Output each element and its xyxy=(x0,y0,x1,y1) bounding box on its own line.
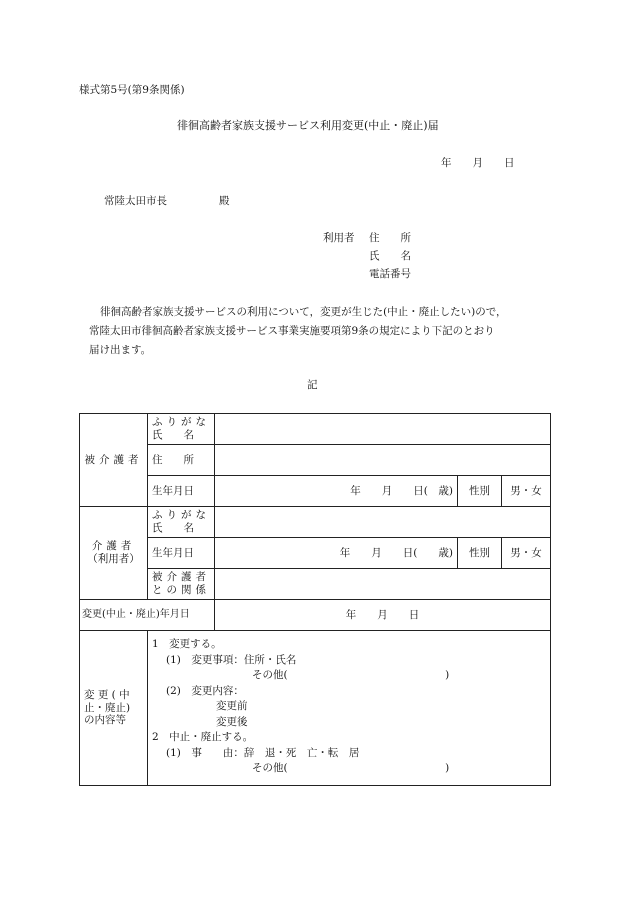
caregiver-name-label: ふりがな 氏 名 xyxy=(148,507,215,538)
document-title: 徘徊高齢者家族支援サービス利用変更(中止・廃止)届 xyxy=(177,119,439,132)
applicant-phone-label: 電話番号 xyxy=(369,268,411,280)
change-content-field[interactable] xyxy=(148,631,551,786)
change-items: (1) 変更事項：住所・氏名 xyxy=(166,653,297,666)
care-recipient-birth-label: 生年月日 xyxy=(148,476,215,507)
change-option-1: 1 変更する。 xyxy=(152,638,222,650)
applicant-label: 利用者 xyxy=(323,232,355,244)
care-recipient-name-field[interactable] xyxy=(215,414,551,445)
body-text-line-3: 届け出ます。 xyxy=(89,344,152,356)
change-option-2: 2 中止・廃止する。 xyxy=(152,731,254,743)
care-recipient-label: 被介護者 xyxy=(80,414,148,507)
form-number: 様式第5号(第9条関係) xyxy=(79,84,185,96)
care-recipient-birth-field[interactable]: 年 月 日( 歳) xyxy=(215,476,458,507)
caregiver-relation-label: 被介護者 との関係 xyxy=(148,569,215,600)
caregiver-sex-field[interactable]: 男・女 xyxy=(502,538,551,569)
notification-form-table xyxy=(79,413,551,786)
change-date-field[interactable]: 年 月 日 xyxy=(215,600,551,631)
care-recipient-address-label: 住 所 xyxy=(148,445,215,476)
addressee-honorific: 殿 xyxy=(219,195,230,207)
caregiver-birth-field[interactable]: 年 月 日( 歳) xyxy=(215,538,458,569)
change-items-other: その他( ) xyxy=(252,669,450,681)
ki-heading: 記 xyxy=(307,379,318,391)
body-text-line-1: 徘徊高齢者家族支援サービスの利用について，変更が生じた(中止・廃止したい)ので， xyxy=(100,306,507,318)
caregiver-birth-label: 生年月日 xyxy=(148,538,215,569)
caregiver-name-field[interactable] xyxy=(215,507,551,538)
change-before: 変更前 xyxy=(216,700,248,712)
stop-reason-other: その他( ) xyxy=(252,762,450,774)
caregiver-label: 介護者 （利用者） xyxy=(80,507,148,600)
care-recipient-address-field[interactable] xyxy=(215,445,551,476)
stop-reason: (1) 事 由：辞 退・死 亡・転 居 xyxy=(166,746,360,759)
body-text-line-2: 常陸太田市徘徊高齢者家族支援サービス事業実施要項第9条の規定により下記のとおり xyxy=(89,325,495,337)
change-details: (2) 変更内容： xyxy=(166,684,244,697)
submission-date: 年 月 日 xyxy=(441,157,515,169)
care-recipient-name-label: ふりがな 氏 名 xyxy=(148,414,215,445)
applicant-name-label: 氏 名 xyxy=(369,250,411,262)
change-after: 変更後 xyxy=(216,715,248,728)
care-recipient-sex-field[interactable]: 男・女 xyxy=(502,476,551,507)
change-content-label: 変 更 ( 中 止・廃止) の内容等 xyxy=(80,631,148,786)
change-date-label: 変更(中止・廃止)年月日 xyxy=(80,600,215,631)
applicant-address-label: 住 所 xyxy=(369,232,411,244)
caregiver-relation-field[interactable] xyxy=(215,569,551,600)
addressee-mayor: 常陸太田市長 xyxy=(104,195,167,207)
caregiver-sex-label: 性別 xyxy=(458,538,502,569)
care-recipient-sex-label: 性別 xyxy=(458,476,502,507)
